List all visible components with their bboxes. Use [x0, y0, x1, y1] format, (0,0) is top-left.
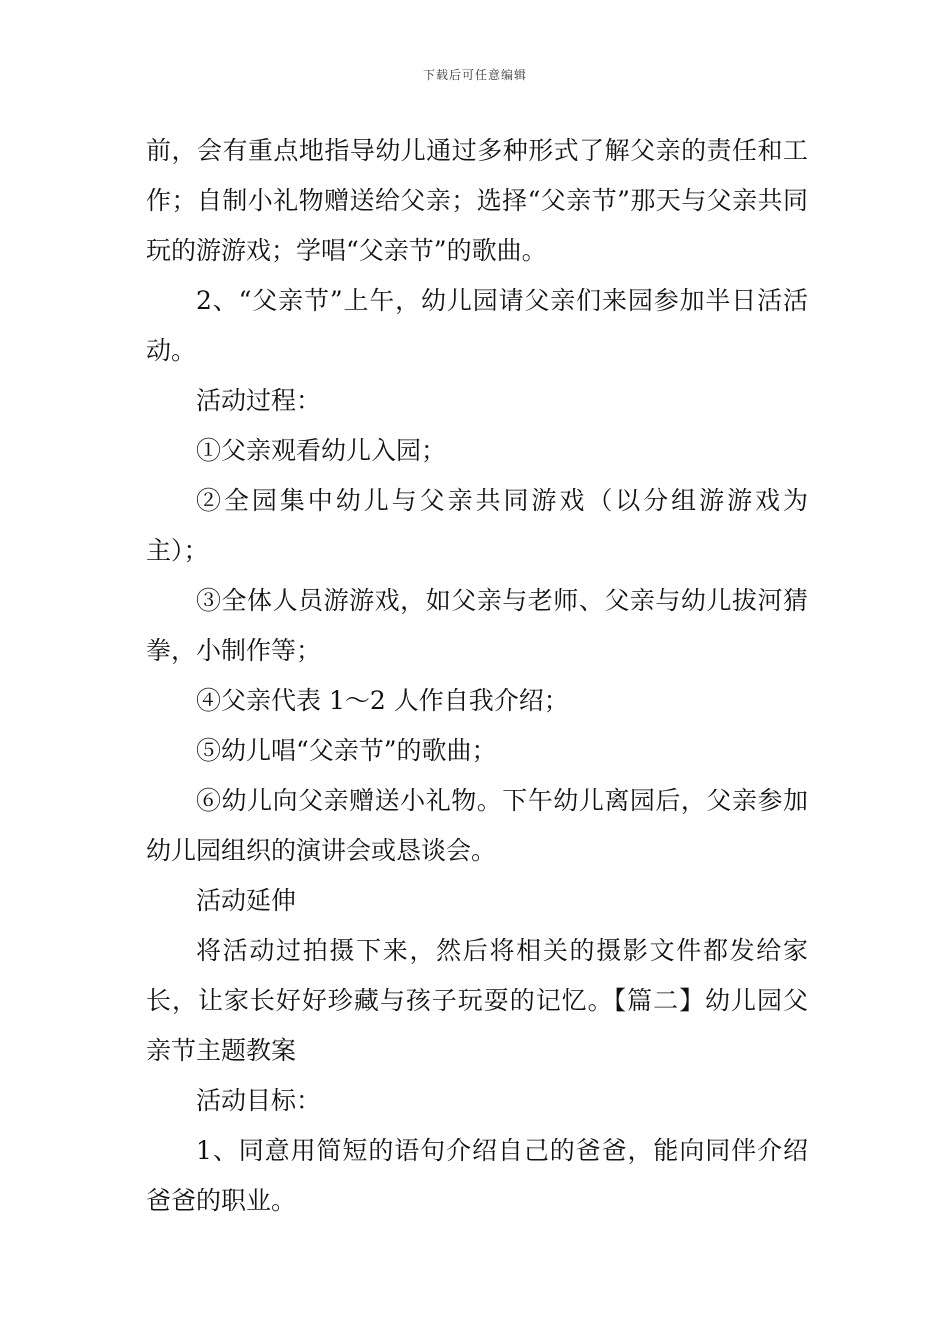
page-header: 下载后可任意编辑: [422, 68, 527, 82]
section-heading: 活动过程：: [196, 386, 322, 415]
list-item: ④父亲代表 1～2 人作自我介绍；: [196, 686, 569, 715]
paragraph: 1、同意用简短的语句介绍自己的爸爸，能向同伴介绍爸爸的职业。: [146, 1136, 808, 1215]
paragraph: 2、“父亲节”上午，幼儿园请父亲们来园参加半日活活动。: [146, 286, 808, 365]
list-item: ②全园集中幼儿与父亲共同游戏（以分组游游戏为主）；: [146, 486, 808, 565]
list-item: ⑤幼儿唱“父亲节”的歌曲；: [196, 736, 497, 765]
list-item: ⑥幼儿向父亲赠送小礼物。下午幼儿离园后，父亲参加幼儿园组织的演讲会或恳谈会。: [146, 786, 808, 865]
document-body: [146, 126, 808, 1226]
paragraph: 前，会有重点地指导幼儿通过多种形式了解父亲的责任和工作；自制小礼物赠送给父亲；选择“父亲节”那天与父亲共同玩的游游戏；学唱“父亲节”的歌曲。: [146, 136, 808, 265]
list-item: ①父亲观看幼儿入园；: [196, 436, 447, 465]
list-item: ③全体人员游游戏，如父亲与老师、父亲与幼儿拔河猜拳，小制作等；: [146, 586, 808, 665]
section-heading: 活动目标：: [196, 1086, 322, 1115]
paragraph: 将活动过拍摄下来，然后将相关的摄影文件都发给家长，让家长好好珍藏与孩子玩耍的记忆。【篇二】幼儿园父亲节主题教案: [146, 936, 808, 1065]
section-heading: 活动延伸: [196, 886, 297, 915]
